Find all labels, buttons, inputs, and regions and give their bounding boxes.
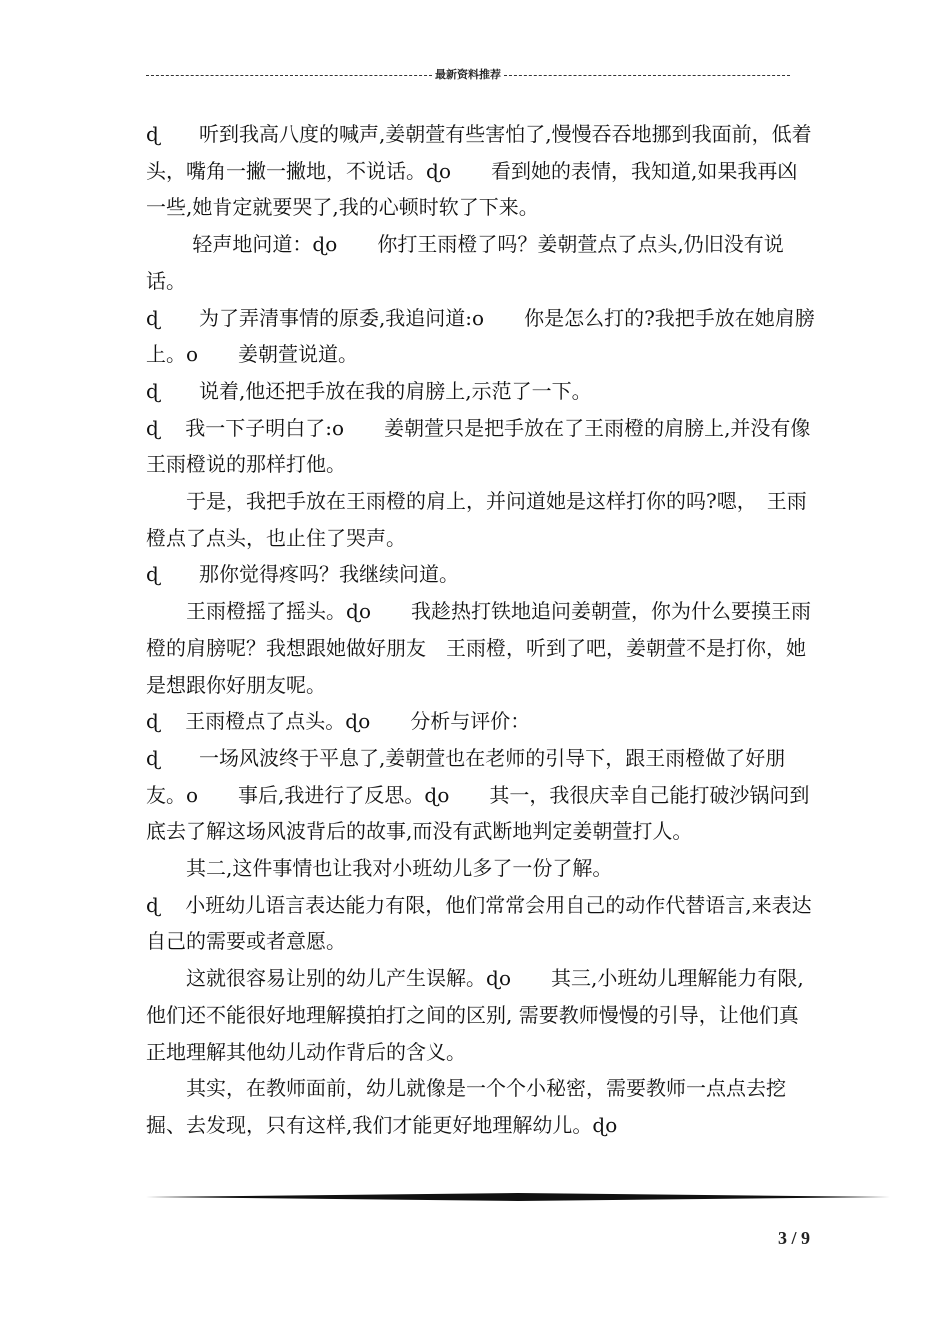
paragraph-5: ɖ 我一下子明白了:o 姜朝萱只是把手放在了王雨橙的肩膀上,并没有像王雨橙说的那样打他。 [146,415,811,477]
paragraph-3: ɖ 为了弄清事情的原委,我追问道:o 你是怎么打的?我把手放在她肩膀上。o 姜朝萱说道。 [146,305,815,367]
paragraph-2: 轻声地问道：ɖo 你打王雨橙了吗？姜朝萱点了点头,仍旧没有说话。 [146,232,784,293]
paragraph-4: ɖ 说着,他还把手放在我的肩膀上,示范了一下。 [146,378,592,403]
paragraph-7: ɖ 那你觉得疼吗？我继续问道。 [146,562,459,587]
paragraph-9: ɖ 王雨橙点了点头。ɖo 分析与评价： [146,709,531,734]
article-body [146,116,816,1144]
header-dash-right [504,75,790,76]
paragraph-6: 于是，我把手放在王雨橙的肩上，并问道她是这样打你的吗?嗯， 王雨橙点了点头，也止住了哭声。 [146,489,807,550]
page-number: 3 / 9 [777,1228,810,1248]
paragraph-10: ɖ 一场风波终于平息了,姜朝萱也在老师的引导下，跟王雨橙做了好朋友。o 事后,我进行了反思。ɖo 其一，我很庆幸自己能打破沙锅问到底去了解这场风波背后的故事,而没有武断地判定姜朝萱打人。 [146,745,810,844]
paragraph-11: 其二,这件事情也让我对小班幼儿多了一份了解。 [146,856,613,881]
page-header [146,66,790,82]
footer-divider [146,1193,890,1202]
paragraph-14: 其实，在教师面前，幼儿就像是一个个小秘密，需要教师一点点去挖掘、去发现，只有这样,我们才能更好地理解幼儿。ɖo [146,1076,786,1137]
paragraph-13: 这就很容易让别的幼儿产生误解。ɖo 其三,小班幼儿理解能力有限,他们还不能很好地理解摸拍打之间的区别, 需要教师慢慢的引导，让他们真正地理解其他幼儿动作背后的含义。 [146,966,804,1064]
header-title: 最新资料推荐 [435,69,501,81]
paragraph-8: 王雨橙摇了摇头。ɖo 我趁热打铁地追问姜朝萱，你为什么要摸王雨橙的肩膀呢？我想跟她做好朋友 王雨橙，听到了吧，姜朝萱不是打你，她是想跟你好朋友呢。 [146,599,811,697]
header-dash-left [146,75,432,76]
paragraph-12: ɖ 小班幼儿语言表达能力有限，他们常常会用自己的动作代替语言,来表达自己的需要或者意愿。 [146,892,812,954]
paragraph-1: ɖ 听到我高八度的喊声,姜朝萱有些害怕了,慢慢吞吞地挪到我面前，低着头，嘴角一撇一撇地，不说话。ɖo 看到她的表情，我知道,如果我再凶一些,她肯定就要哭了,我的心顿时软了下来。 [146,122,812,220]
